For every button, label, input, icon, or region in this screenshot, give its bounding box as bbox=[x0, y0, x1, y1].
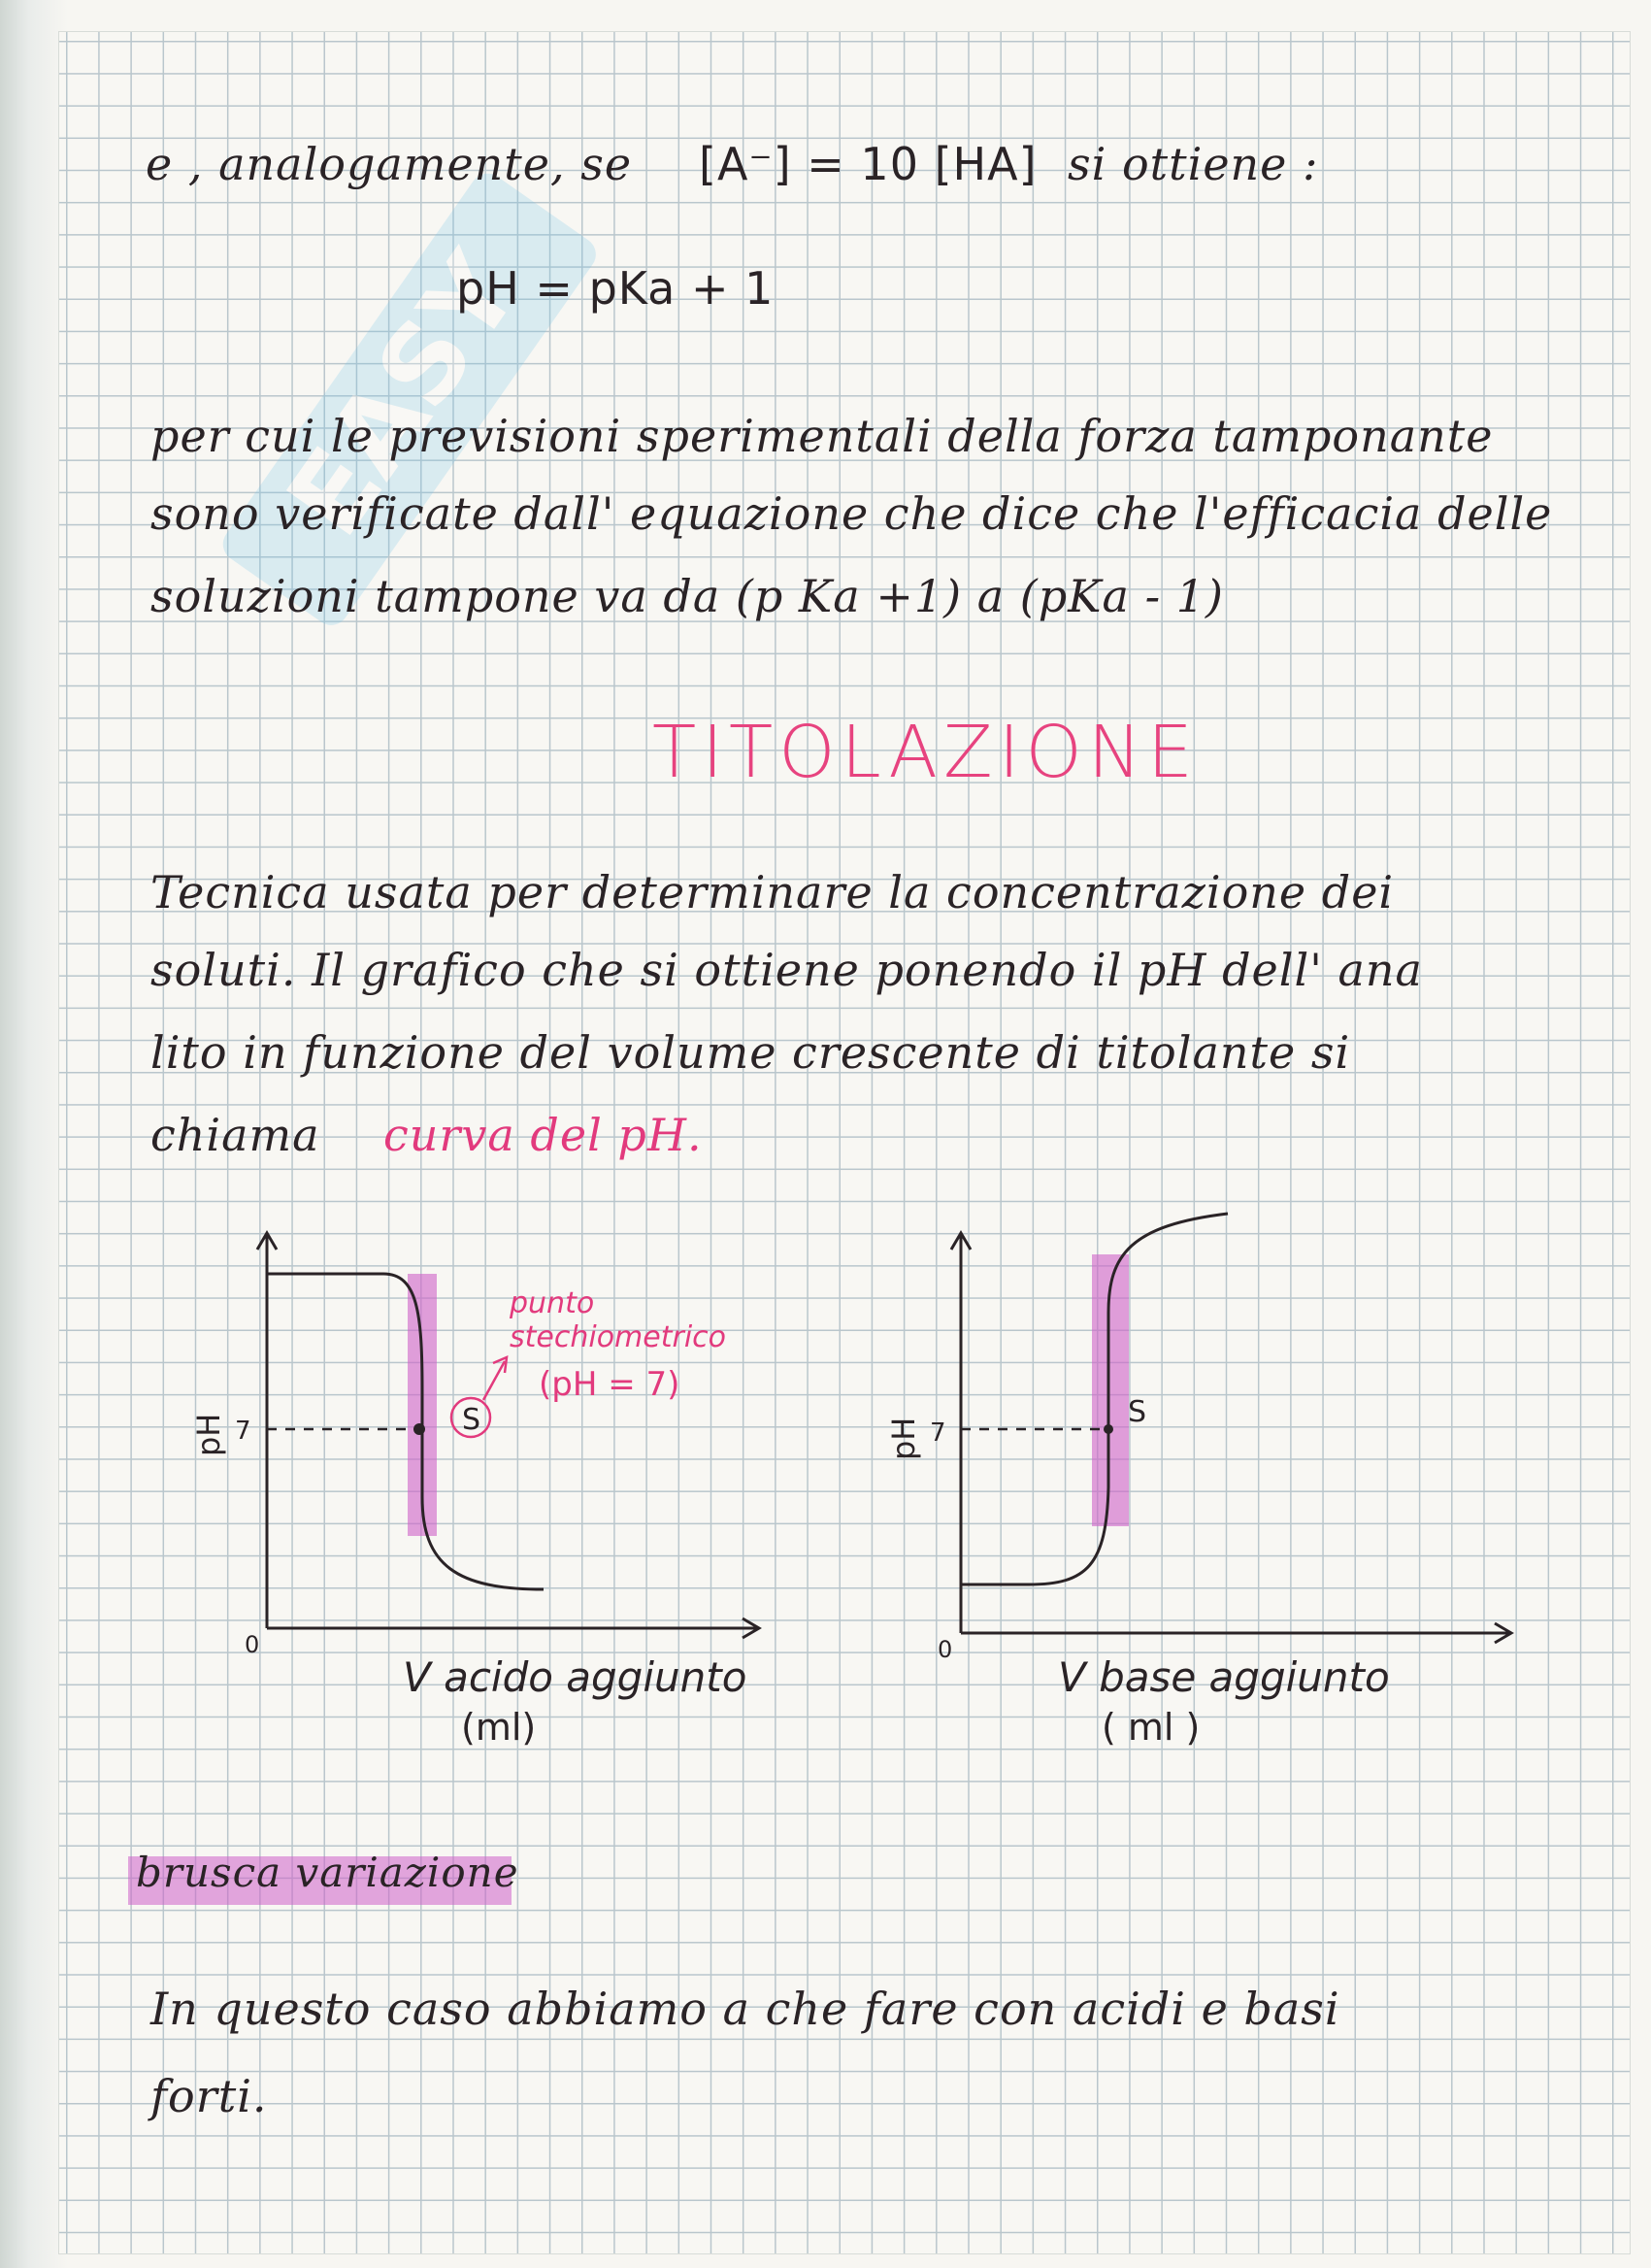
left-y-label: pH bbox=[190, 1413, 227, 1456]
paragraph2-line3: lito in funzione del volume crescente di titolante si bbox=[150, 1026, 1351, 1079]
left-note-line3: (pH = 7) bbox=[539, 1365, 680, 1404]
line1-prefix: e , analogamente, se bbox=[146, 138, 633, 190]
paragraph1-line1: per cui le previsioni sperimentali della forza tamponante bbox=[150, 410, 1494, 462]
line1-equation: [A⁻] = 10 [HA] bbox=[699, 138, 1038, 190]
page-title: TITOLAZIONE bbox=[652, 711, 1199, 794]
paragraph2-line4-a: chiama bbox=[150, 1109, 320, 1161]
left-note-line2: stechiometrico bbox=[510, 1320, 727, 1354]
line1-suffix: si ottiene : bbox=[1068, 138, 1319, 190]
left-titration-graph bbox=[175, 1196, 854, 1750]
left-titration-curve bbox=[267, 1274, 544, 1589]
left-equivalence-point bbox=[413, 1423, 425, 1435]
left-x-label-line1: V acido aggiunto bbox=[403, 1653, 747, 1701]
right-equivalence-point bbox=[1104, 1424, 1113, 1434]
right-y-label: pH bbox=[885, 1417, 922, 1460]
left-note-arrow bbox=[483, 1361, 505, 1400]
paragraph2-line2: soluti. Il grafico che si ottiene ponendo il pH dell' ana bbox=[150, 944, 1423, 996]
svg-text:EASY: EASY bbox=[263, 232, 544, 558]
left-x-label-line2: (ml) bbox=[461, 1706, 537, 1749]
left-s-label: S bbox=[462, 1403, 481, 1437]
right-zero-label: 0 bbox=[938, 1636, 953, 1663]
curve-term: curva del pH. bbox=[383, 1109, 703, 1161]
paragraph1-line3: soluzioni tampone va da (p Ka +1) a (pKa - 1) bbox=[150, 570, 1224, 622]
right-x-label-line1: V base aggiunto bbox=[1058, 1653, 1390, 1701]
right-x-label-line2: ( ml ) bbox=[1102, 1706, 1201, 1749]
right-seven-label: 7 bbox=[930, 1418, 946, 1448]
formula-pka-plus-1: pH = pKa + 1 bbox=[456, 262, 775, 315]
left-zero-label: 0 bbox=[245, 1631, 260, 1658]
paragraph3-line2: forti. bbox=[150, 2070, 268, 2122]
right-s-label: S bbox=[1128, 1395, 1147, 1429]
paragraph3-line1: In questo caso abbiamo a che fare con acidi e basi bbox=[150, 1983, 1340, 2035]
notebook-page bbox=[58, 31, 1631, 2254]
paragraph1-line2: sono verificate dall' equazione che dice che l'efficacia delle bbox=[150, 487, 1553, 540]
paragraph2-line1: Tecnica usata per determinare la concentrazione dei bbox=[150, 866, 1395, 918]
left-note-line1: punto bbox=[510, 1286, 595, 1320]
brusca-variazione-heading: brusca variazione bbox=[136, 1849, 519, 1896]
left-seven-label: 7 bbox=[235, 1417, 251, 1446]
right-titration-graph bbox=[864, 1196, 1563, 1750]
